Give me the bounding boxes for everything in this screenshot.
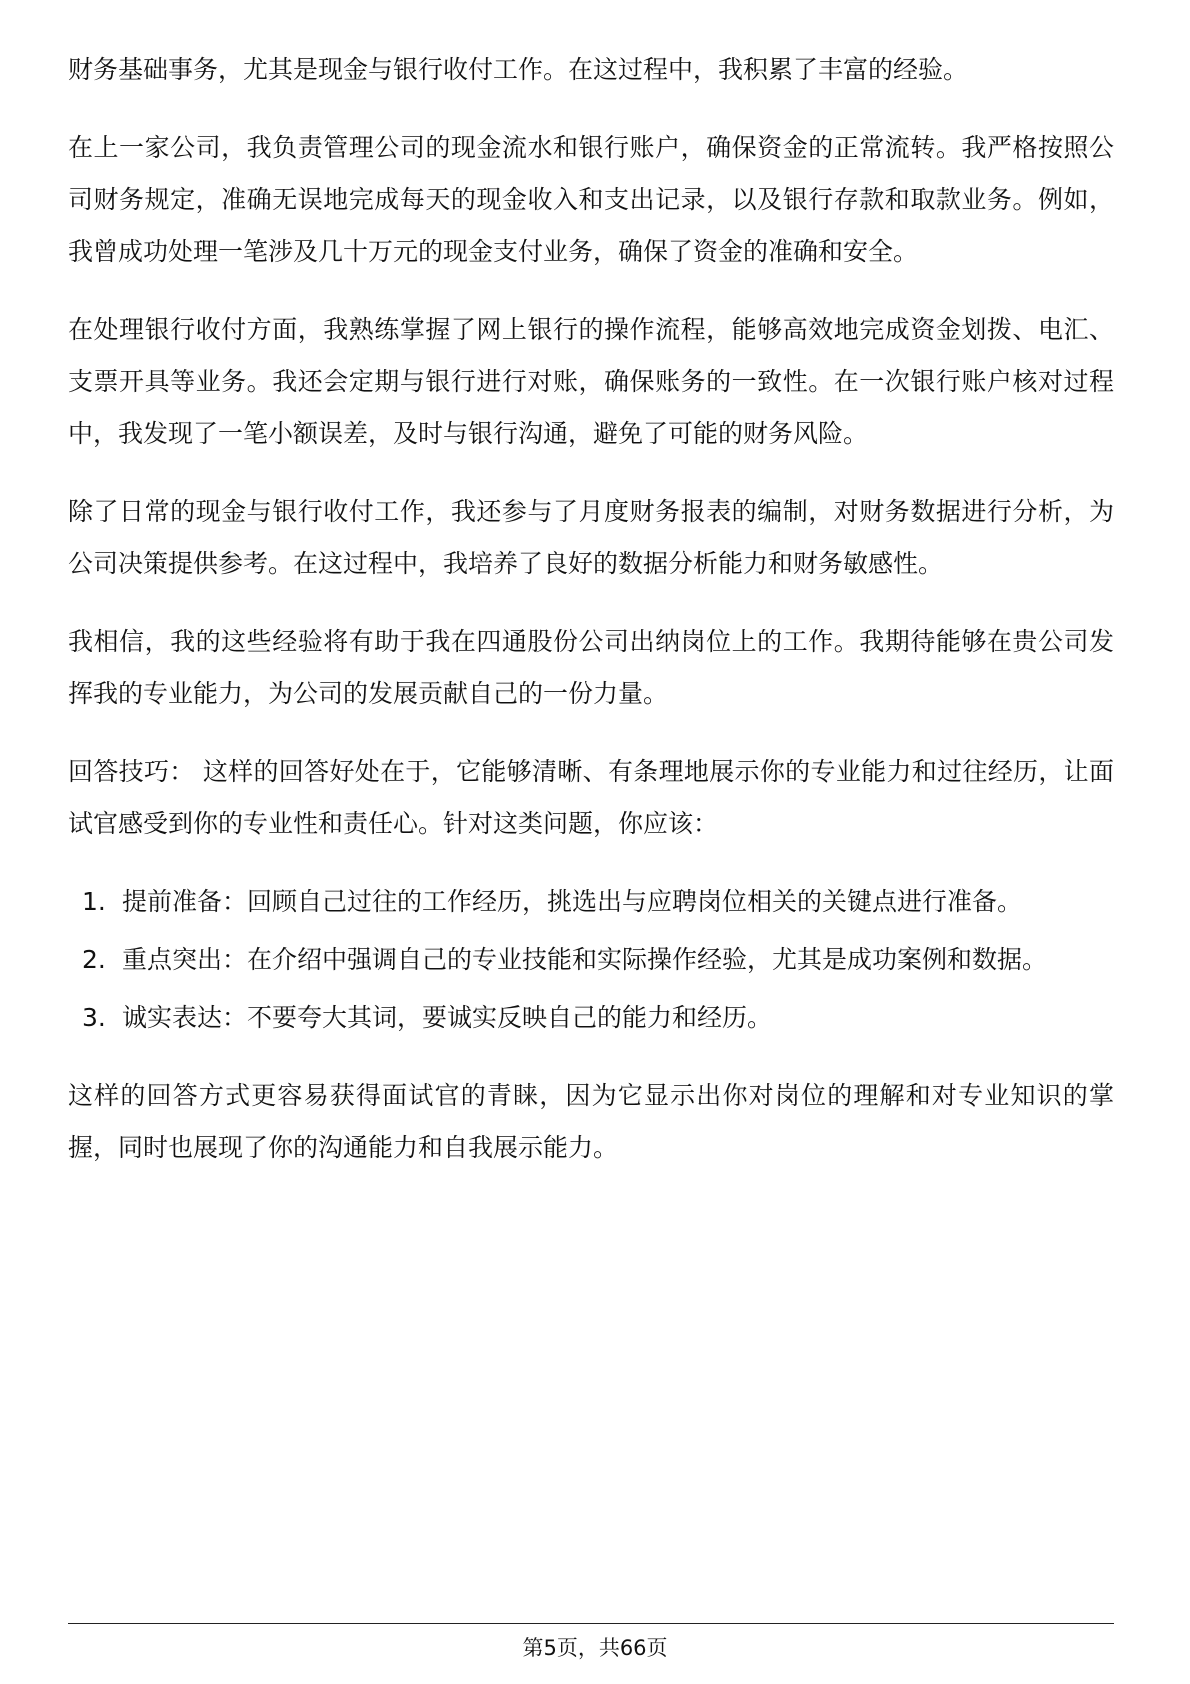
list-text: 提前准备：回顾自己过往的工作经历，挑选出与应聘岗位相关的关键点进行准备。 bbox=[122, 887, 1023, 916]
paragraph-conclusion: 我相信，我的这些经验将有助于我在四通股份公司出纳岗位上的工作。我期待能够在贵公司发挥我的专业能力，为公司的发展贡献自己的一份力量。 bbox=[68, 627, 1114, 708]
page-number: 第5页，共66页 bbox=[522, 1636, 668, 1660]
footer-divider bbox=[68, 1623, 1114, 1624]
document-body bbox=[68, 44, 1114, 1174]
list-item bbox=[68, 934, 1114, 986]
list-number: 1. bbox=[82, 887, 106, 916]
list-number: 3. bbox=[82, 1003, 106, 1032]
list-item bbox=[68, 876, 1114, 928]
list-item bbox=[68, 992, 1114, 1044]
paragraph-continuation: 财务基础事务，尤其是现金与银行收付工作。在这过程中，我积累了丰富的经验。 bbox=[68, 55, 969, 84]
tips-list bbox=[68, 876, 1114, 1044]
paragraph-financial-reports: 除了日常的现金与银行收付工作，我还参与了月度财务报表的编制，对财务数据进行分析，为公司决策提供参考。在这过程中，我培养了良好的数据分析能力和财务敏感性。 bbox=[68, 497, 1114, 578]
list-text: 诚实表达：不要夸大其词，要诚实反映自己的能力和经历。 bbox=[122, 1003, 773, 1032]
list-number: 2. bbox=[82, 945, 106, 974]
paragraph-bank-transactions: 在处理银行收付方面，我熟练掌握了网上银行的操作流程，能够高效地完成资金划拨、电汇、支票开具等业务。我还会定期与银行进行对账，确保账务的一致性。在一次银行账户核对过程中，我发现了一笔小额误差，及时与银行沟通，避免了可能的财务风险。 bbox=[68, 315, 1114, 448]
paragraph-answer-tips: 回答技巧： 这样的回答好处在于，它能够清晰、有条理地展示你的专业能力和过往经历，让面试官感受到你的专业性和责任心。针对这类问题，你应该： bbox=[68, 757, 1114, 838]
list-text: 重点突出：在介绍中强调自己的专业技能和实际操作经验，尤其是成功案例和数据。 bbox=[122, 945, 1048, 974]
paragraph-previous-company: 在上一家公司，我负责管理公司的现金流水和银行账户，确保资金的正常流转。我严格按照公司财务规定，准确无误地完成每天的现金收入和支出记录，以及银行存款和取款业务。例如，我曾成功处理一笔涉及几十万元的现金支付业务，确保了资金的准确和安全。 bbox=[68, 133, 1114, 266]
paragraph-closing: 这样的回答方式更容易获得面试官的青睐，因为它显示出你对岗位的理解和对专业知识的掌握，同时也展现了你的沟通能力和自我展示能力。 bbox=[68, 1081, 1114, 1162]
